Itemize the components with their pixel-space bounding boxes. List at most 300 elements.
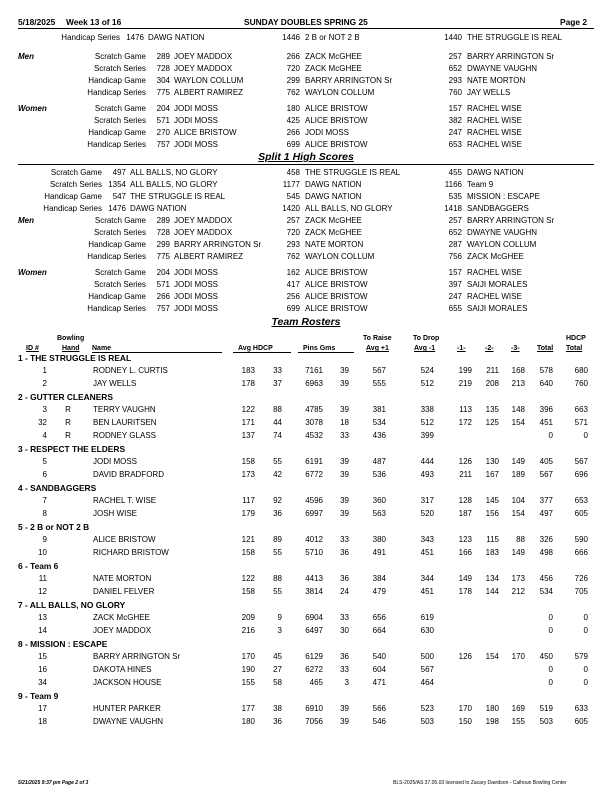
score-row-label: Handicap Game bbox=[88, 128, 146, 137]
cell-raise: 555 bbox=[372, 379, 386, 388]
hdr-drop-top: To Drop bbox=[413, 335, 440, 342]
team-score-row-value-3: 455 bbox=[448, 168, 462, 177]
score-row-value-1: 757 bbox=[156, 304, 170, 313]
hdr-total: Total bbox=[537, 345, 554, 352]
cell-g2: 180 bbox=[485, 704, 499, 713]
score-row-name-2: WAYLON COLLUM bbox=[305, 88, 375, 97]
cell-pins: 7056 bbox=[305, 717, 323, 726]
score-row-value-2: 762 bbox=[286, 252, 300, 261]
cell-total: 0 bbox=[548, 665, 553, 674]
group-label: Women bbox=[18, 104, 47, 113]
team-score-row-name-2: 2 B or NOT 2 B bbox=[305, 33, 360, 42]
cell-name: JACKSON HOUSE bbox=[93, 678, 162, 687]
score-row-value-1: 571 bbox=[156, 280, 170, 289]
cell-g1: 170 bbox=[458, 704, 472, 713]
cell-htotal: 0 bbox=[583, 431, 588, 440]
score-row-label: Scratch Game bbox=[94, 216, 146, 225]
cell-id: 3 bbox=[42, 405, 47, 414]
team-title: 7 - ALL BALLS, NO GLORY bbox=[18, 600, 126, 610]
score-row-name-3: NATE MORTON bbox=[467, 76, 526, 85]
cell-pins: 6191 bbox=[305, 457, 323, 466]
cell-g2: 125 bbox=[485, 418, 499, 427]
cell-htotal: 0 bbox=[583, 665, 588, 674]
score-row-value-2: 762 bbox=[286, 88, 300, 97]
split-rule bbox=[18, 164, 594, 165]
team-title: 9 - Team 9 bbox=[18, 691, 59, 701]
score-row-value-3: 397 bbox=[448, 280, 462, 289]
cell-pins: 6910 bbox=[305, 704, 323, 713]
cell-total: 498 bbox=[539, 548, 553, 557]
cell-raise: 567 bbox=[372, 366, 386, 375]
cell-g1: 187 bbox=[458, 509, 472, 518]
cell-g3: 149 bbox=[511, 457, 525, 466]
hdr-g2: -2- bbox=[485, 345, 494, 352]
cell-pins: 6772 bbox=[305, 470, 323, 479]
score-row-name-1: WAYLON COLLUM bbox=[174, 76, 244, 85]
score-row-value-3: 293 bbox=[448, 76, 462, 85]
cell-gms: 39 bbox=[340, 470, 349, 479]
score-row-name-1: ALBERT RAMIREZ bbox=[174, 252, 244, 261]
score-row-name-3: RACHEL WISE bbox=[467, 140, 522, 149]
cell-htotal: 726 bbox=[574, 574, 588, 583]
score-row-label: Handicap Series bbox=[87, 304, 146, 313]
cell-htotal: 0 bbox=[583, 613, 588, 622]
cell-name: JOEY MADDOX bbox=[93, 626, 152, 635]
cell-gms: 18 bbox=[340, 418, 349, 427]
cell-g1: 126 bbox=[458, 652, 472, 661]
score-row-value-3: 655 bbox=[448, 304, 462, 313]
cell-avg: 177 bbox=[241, 704, 255, 713]
score-row-value-3: 247 bbox=[448, 128, 462, 137]
score-row-value-1: 757 bbox=[156, 140, 170, 149]
team-score-row-name-1: DAWG NATION bbox=[148, 33, 205, 42]
cell-avg: 180 bbox=[241, 717, 255, 726]
score-row-name-2: ALICE BRISTOW bbox=[305, 140, 368, 149]
cell-hdcp: 45 bbox=[273, 652, 282, 661]
score-row-value-3: 382 bbox=[448, 116, 462, 125]
score-row-value-1: 204 bbox=[156, 104, 170, 113]
hdr-hand: Hand bbox=[62, 345, 80, 352]
score-row-name-2: ALICE BRISTOW bbox=[305, 116, 368, 125]
score-row-value-3: 756 bbox=[448, 252, 462, 261]
score-row-name-2: ALICE BRISTOW bbox=[305, 268, 368, 277]
cell-hdcp: 92 bbox=[273, 496, 282, 505]
cell-g1: 178 bbox=[458, 587, 472, 596]
cell-g2: 144 bbox=[485, 587, 499, 596]
header-rule bbox=[18, 28, 594, 29]
score-row-value-1: 728 bbox=[156, 64, 170, 73]
score-row-value-1: 304 bbox=[156, 76, 170, 85]
team-score-row-value-3: 1440 bbox=[444, 33, 462, 42]
cell-hdcp: 3 bbox=[277, 626, 282, 635]
cell-hdcp: 27 bbox=[273, 665, 282, 674]
score-row-name-2: ZACK McGHEE bbox=[305, 52, 362, 61]
score-row-value-3: 257 bbox=[448, 216, 462, 225]
cell-htotal: 760 bbox=[574, 379, 588, 388]
cell-id: 32 bbox=[38, 418, 47, 427]
cell-raise: 384 bbox=[372, 574, 386, 583]
footer-timestamp: 5/21/2025 9:37 pm Page 2 of 3 bbox=[18, 780, 89, 786]
cell-name: DAVID BRADFORD bbox=[93, 470, 164, 479]
team-score-row-name-3: SANDBAGGERS bbox=[467, 204, 529, 213]
cell-id: 13 bbox=[38, 613, 47, 622]
cell-htotal: 590 bbox=[574, 535, 588, 544]
cell-gms: 36 bbox=[340, 548, 349, 557]
cell-total: 0 bbox=[548, 678, 553, 687]
score-row-value-3: 257 bbox=[448, 52, 462, 61]
cell-hdcp: 88 bbox=[273, 405, 282, 414]
score-row-label: Scratch Series bbox=[93, 116, 146, 125]
cell-pins: 4532 bbox=[305, 431, 323, 440]
cell-g3: 155 bbox=[511, 717, 525, 726]
cell-raise: 479 bbox=[372, 587, 386, 596]
score-row-value-2: 720 bbox=[286, 228, 300, 237]
cell-avg: 121 bbox=[241, 535, 255, 544]
team-score-row-value-1: 1354 bbox=[108, 180, 126, 189]
cell-id: 14 bbox=[38, 626, 47, 635]
cell-hdcp: 55 bbox=[273, 548, 282, 557]
score-row-value-2: 293 bbox=[286, 240, 300, 249]
score-row-value-1: 266 bbox=[156, 292, 170, 301]
team-score-row-value-3: 535 bbox=[448, 192, 462, 201]
score-row-value-2: 257 bbox=[286, 216, 300, 225]
cell-pins: 4012 bbox=[305, 535, 323, 544]
report-week: Week 13 of 16 bbox=[66, 17, 122, 27]
score-row-name-2: ALICE BRISTOW bbox=[305, 304, 368, 313]
cell-g3: 189 bbox=[511, 470, 525, 479]
cell-gms: 30 bbox=[340, 626, 349, 635]
team-score-row-name-3: THE STRUGGLE IS REAL bbox=[467, 33, 563, 42]
team-score-row-value-2: 458 bbox=[286, 168, 300, 177]
hdr-g3: -3- bbox=[511, 345, 520, 352]
cell-g2: 211 bbox=[486, 366, 499, 375]
score-row-value-3: 653 bbox=[448, 140, 462, 149]
cell-hdcp: 38 bbox=[273, 704, 282, 713]
score-row-label: Handicap Game bbox=[88, 292, 146, 301]
cell-hdcp: 36 bbox=[273, 509, 282, 518]
cell-g1: 126 bbox=[458, 457, 472, 466]
hdr-name: Name bbox=[92, 345, 112, 352]
cell-g1: 166 bbox=[458, 548, 472, 557]
score-row-name-2: ZACK McGHEE bbox=[305, 228, 362, 237]
score-row-value-2: 266 bbox=[286, 52, 300, 61]
cell-gms: 33 bbox=[340, 665, 349, 674]
cell-pins: 6129 bbox=[305, 652, 323, 661]
cell-avg: 179 bbox=[241, 509, 255, 518]
cell-id: 15 bbox=[38, 652, 47, 661]
team-title: 3 - RESPECT THE ELDERS bbox=[18, 444, 126, 454]
cell-hdcp: 74 bbox=[273, 431, 282, 440]
cell-hdcp: 89 bbox=[273, 535, 282, 544]
cell-drop: 512 bbox=[420, 418, 434, 427]
hdr-bowling: Bowling bbox=[57, 335, 85, 342]
cell-hdcp: 9 bbox=[277, 613, 282, 622]
cell-avg: 170 bbox=[241, 652, 255, 661]
cell-id: 17 bbox=[38, 704, 47, 713]
cell-drop: 500 bbox=[420, 652, 434, 661]
cell-g3: 212 bbox=[511, 587, 525, 596]
cell-htotal: 705 bbox=[574, 587, 588, 596]
cell-avg: 155 bbox=[241, 678, 255, 687]
cell-hdcp: 88 bbox=[273, 574, 282, 583]
score-row-name-1: ALBERT RAMIREZ bbox=[174, 88, 244, 97]
cell-name: BEN LAURITSEN bbox=[93, 418, 157, 427]
cell-g2: 115 bbox=[486, 535, 499, 544]
score-row-name-3: JAY WELLS bbox=[467, 88, 511, 97]
team-score-row-value-2: 1177 bbox=[282, 180, 300, 189]
cell-name: RACHEL T. WISE bbox=[93, 496, 157, 505]
team-title: 8 - MISSION : ESCAPE bbox=[18, 639, 108, 649]
cell-gms: 39 bbox=[340, 717, 349, 726]
cell-hdcp: 37 bbox=[273, 379, 282, 388]
score-row-name-3: WAYLON COLLUM bbox=[467, 240, 537, 249]
cell-hand: R bbox=[65, 405, 71, 414]
score-row-value-1: 299 bbox=[156, 240, 170, 249]
team-title: 2 - GUTTER CLEANERS bbox=[18, 392, 113, 402]
team-score-row-name-3: DAWG NATION bbox=[467, 168, 524, 177]
cell-name: RICHARD BRISTOW bbox=[93, 548, 169, 557]
cell-raise: 360 bbox=[372, 496, 386, 505]
cell-drop: 567 bbox=[420, 665, 434, 674]
cell-g2: 183 bbox=[485, 548, 499, 557]
score-row-name-1: JODI MOSS bbox=[174, 140, 219, 149]
cell-drop: 399 bbox=[420, 431, 434, 440]
team-score-row-value-2: 1446 bbox=[282, 33, 300, 42]
cell-htotal: 633 bbox=[574, 704, 588, 713]
team-score-row-value-1: 497 bbox=[112, 168, 126, 177]
cell-drop: 503 bbox=[420, 717, 434, 726]
cell-raise: 534 bbox=[372, 418, 386, 427]
cell-pins: 3814 bbox=[305, 587, 323, 596]
cell-id: 4 bbox=[42, 431, 47, 440]
score-row-label: Scratch Game bbox=[94, 52, 146, 61]
cell-htotal: 605 bbox=[574, 509, 588, 518]
cell-avg: 137 bbox=[241, 431, 255, 440]
score-row-name-3: SAIJI MORALES bbox=[467, 304, 528, 313]
group-label: Women bbox=[18, 268, 47, 277]
cell-g1: 172 bbox=[458, 418, 472, 427]
cell-g2: 167 bbox=[485, 470, 499, 479]
cell-drop: 520 bbox=[420, 509, 434, 518]
score-row-value-3: 652 bbox=[448, 228, 462, 237]
cell-gms: 3 bbox=[344, 678, 349, 687]
team-score-row-name-1: ALL BALLS, NO GLORY bbox=[130, 168, 218, 177]
hdr-g1: -1- bbox=[457, 345, 466, 352]
cell-id: 5 bbox=[42, 457, 47, 466]
cell-drop: 444 bbox=[420, 457, 434, 466]
rosters-title: Team Rosters bbox=[271, 316, 341, 328]
cell-avg: 178 bbox=[241, 379, 255, 388]
cell-htotal: 0 bbox=[583, 678, 588, 687]
cell-g1: 219 bbox=[458, 379, 472, 388]
cell-pins: 6963 bbox=[305, 379, 323, 388]
cell-g2: 154 bbox=[485, 652, 499, 661]
cell-total: 0 bbox=[548, 431, 553, 440]
score-row-name-3: RACHEL WISE bbox=[467, 104, 522, 113]
team-score-row-value-1: 1476 bbox=[126, 33, 144, 42]
score-row-value-2: 417 bbox=[286, 280, 300, 289]
cell-htotal: 696 bbox=[574, 470, 588, 479]
score-row-value-1: 728 bbox=[156, 228, 170, 237]
cell-g1: 199 bbox=[458, 366, 472, 375]
score-row-name-3: DWAYNE VAUGHN bbox=[467, 64, 538, 73]
cell-htotal: 571 bbox=[574, 418, 588, 427]
cell-raise: 540 bbox=[372, 652, 386, 661]
team-score-row-value-1: 1476 bbox=[108, 204, 126, 213]
score-row-name-3: SAIJI MORALES bbox=[467, 280, 528, 289]
cell-gms: 39 bbox=[340, 379, 349, 388]
team-score-row-name-3: MISSION : ESCAPE bbox=[467, 192, 540, 201]
cell-id: 16 bbox=[38, 665, 47, 674]
cell-drop: 619 bbox=[420, 613, 434, 622]
team-score-row-value-2: 545 bbox=[286, 192, 300, 201]
footer-license: BLS-2025/AS 37.05.03 licensed to Zacary Davidson - Calhoun Bowling Center bbox=[393, 780, 567, 786]
cell-pins: 7161 bbox=[305, 366, 323, 375]
score-row-label: Scratch Series bbox=[93, 280, 146, 289]
team-score-row-name-2: THE STRUGGLE IS REAL bbox=[305, 168, 401, 177]
cell-total: 578 bbox=[539, 366, 553, 375]
cell-g3: 168 bbox=[511, 366, 525, 375]
cell-id: 34 bbox=[38, 678, 47, 687]
score-row-value-3: 760 bbox=[448, 88, 462, 97]
score-row-name-2: ZACK McGHEE bbox=[305, 216, 362, 225]
score-row-label: Scratch Series bbox=[93, 228, 146, 237]
cell-total: 567 bbox=[539, 470, 553, 479]
cell-g3: 104 bbox=[511, 496, 525, 505]
cell-id: 7 bbox=[42, 496, 47, 505]
score-row-name-1: ALICE BRISTOW bbox=[174, 128, 237, 137]
cell-total: 451 bbox=[539, 418, 553, 427]
cell-g3: 149 bbox=[511, 548, 525, 557]
cell-hdcp: 55 bbox=[273, 457, 282, 466]
cell-total: 450 bbox=[539, 652, 553, 661]
cell-g3: 88 bbox=[516, 535, 525, 544]
cell-avg: 171 bbox=[241, 418, 255, 427]
cell-id: 12 bbox=[38, 587, 47, 596]
hdr-raise: Avg +1 bbox=[366, 345, 389, 352]
team-title: 6 - Team 6 bbox=[18, 561, 59, 571]
group-label: Men bbox=[18, 216, 34, 225]
cell-raise: 536 bbox=[372, 470, 386, 479]
score-row-value-2: 699 bbox=[286, 304, 300, 313]
page-number: Page 2 bbox=[560, 17, 588, 27]
group-label: Men bbox=[18, 52, 34, 61]
score-row-name-3: RACHEL WISE bbox=[467, 292, 522, 301]
cell-g1: 150 bbox=[458, 717, 472, 726]
score-row-value-1: 775 bbox=[156, 88, 170, 97]
cell-gms: 39 bbox=[340, 457, 349, 466]
team-title: 4 - SANDBAGGERS bbox=[18, 483, 97, 493]
cell-total: 326 bbox=[539, 535, 553, 544]
league-name: SUNDAY DOUBLES SPRING 25 bbox=[244, 17, 368, 27]
cell-gms: 39 bbox=[340, 405, 349, 414]
cell-pins: 3078 bbox=[305, 418, 323, 427]
cell-hand: R bbox=[65, 431, 71, 440]
cell-drop: 524 bbox=[420, 366, 434, 375]
score-row-name-1: JODI MOSS bbox=[174, 116, 219, 125]
cell-avg: 158 bbox=[241, 457, 255, 466]
cell-pins: 5710 bbox=[305, 548, 323, 557]
cell-avg: 183 bbox=[241, 366, 255, 375]
cell-raise: 546 bbox=[372, 717, 386, 726]
cell-avg: 122 bbox=[241, 574, 255, 583]
cell-drop: 338 bbox=[420, 405, 434, 414]
cell-gms: 39 bbox=[340, 509, 349, 518]
team-score-row-name-2: DAWG NATION bbox=[305, 180, 362, 189]
score-row-label: Handicap Series bbox=[87, 140, 146, 149]
score-row-value-3: 287 bbox=[448, 240, 462, 249]
hdr-hdcp-top: HDCP bbox=[566, 335, 586, 342]
cell-g2: 130 bbox=[485, 457, 499, 466]
cell-htotal: 666 bbox=[574, 548, 588, 557]
cell-raise: 487 bbox=[372, 457, 386, 466]
cell-name: ZACK McGHEE bbox=[93, 613, 150, 622]
cell-name: RODNEY GLASS bbox=[93, 431, 156, 440]
score-row-value-1: 270 bbox=[156, 128, 170, 137]
score-row-name-3: ZACK McGHEE bbox=[467, 252, 524, 261]
cell-gms: 33 bbox=[340, 535, 349, 544]
cell-g3: 148 bbox=[511, 405, 525, 414]
score-row-name-1: JODI MOSS bbox=[174, 104, 219, 113]
score-row-name-2: BARRY ARRINGTON Sr bbox=[305, 76, 393, 85]
cell-drop: 523 bbox=[420, 704, 434, 713]
cell-g2: 156 bbox=[485, 509, 499, 518]
cell-id: 9 bbox=[42, 535, 47, 544]
cell-name: TERRY VAUGHN bbox=[93, 405, 156, 414]
cell-raise: 381 bbox=[372, 405, 386, 414]
cell-g2: 145 bbox=[485, 496, 499, 505]
cell-drop: 317 bbox=[420, 496, 434, 505]
cell-id: 11 bbox=[38, 574, 47, 583]
cell-name: ALICE BRISTOW bbox=[93, 535, 156, 544]
cell-g3: 173 bbox=[511, 574, 525, 583]
team-score-row-value-3: 1166 bbox=[444, 180, 462, 189]
cell-gms: 39 bbox=[340, 496, 349, 505]
cell-drop: 493 bbox=[420, 470, 434, 479]
cell-avg: 158 bbox=[241, 587, 255, 596]
score-row-value-2: 256 bbox=[286, 292, 300, 301]
score-row-value-1: 289 bbox=[156, 52, 170, 61]
team-score-row-label: Handicap Series bbox=[61, 33, 120, 42]
cell-g3: 169 bbox=[511, 704, 525, 713]
score-row-name-2: JODI MOSS bbox=[305, 128, 350, 137]
cell-avg: 209 bbox=[241, 613, 255, 622]
cell-g3: 154 bbox=[511, 418, 525, 427]
cell-drop: 630 bbox=[420, 626, 434, 635]
score-row-value-2: 720 bbox=[286, 64, 300, 73]
cell-gms: 36 bbox=[340, 652, 349, 661]
score-row-name-3: BARRY ARRINGTON Sr bbox=[467, 52, 555, 61]
cell-avg: 216 bbox=[241, 626, 255, 635]
cell-g1: 211 bbox=[459, 470, 472, 479]
cell-htotal: 579 bbox=[574, 652, 588, 661]
score-row-value-2: 425 bbox=[286, 116, 300, 125]
hdr-pins-gms-underline bbox=[298, 352, 354, 353]
cell-pins: 4596 bbox=[305, 496, 323, 505]
team-score-row-name-2: DAWG NATION bbox=[305, 192, 362, 201]
score-row-label: Handicap Game bbox=[88, 76, 146, 85]
score-row-name-2: ZACK McGHEE bbox=[305, 64, 362, 73]
score-row-name-2: ALICE BRISTOW bbox=[305, 104, 368, 113]
team-score-row-value-2: 1420 bbox=[282, 204, 300, 213]
score-row-name-1: JODI MOSS bbox=[174, 304, 219, 313]
hdr-avg-hdcp: Avg HDCP bbox=[238, 345, 273, 352]
team-score-row-label: Handicap Game bbox=[44, 192, 102, 201]
cell-g3: 213 bbox=[511, 379, 525, 388]
score-row-name-1: JODI MOSS bbox=[174, 292, 219, 301]
cell-avg: 158 bbox=[241, 548, 255, 557]
score-row-name-3: RACHEL WISE bbox=[467, 128, 522, 137]
